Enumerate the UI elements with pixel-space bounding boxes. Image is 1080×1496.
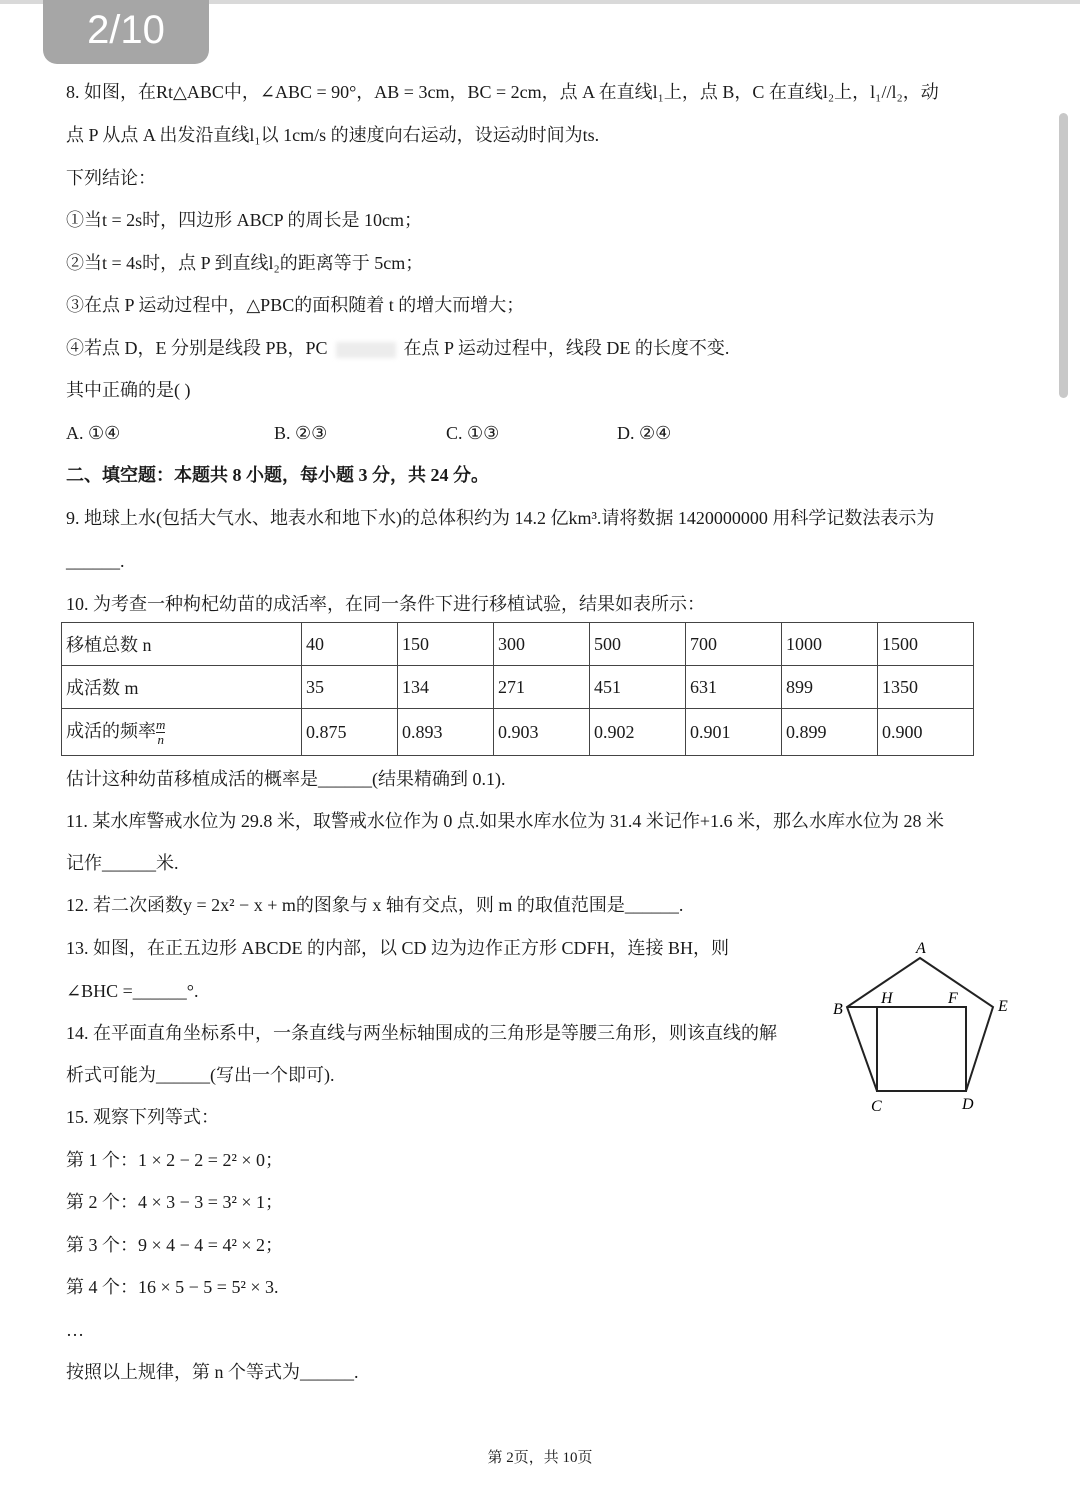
q8-statement-4: ④若点 D，E 分别是线段 PB，PC 在点 P 运动过程中，线段 DE 的长度不变. bbox=[66, 338, 730, 358]
table-cell: 631 bbox=[686, 666, 782, 709]
row-label-text: 成活数 m bbox=[66, 678, 139, 698]
survival-rate-table bbox=[61, 622, 974, 756]
table-cell: 0.901 bbox=[686, 709, 782, 756]
text-line-q12: 12. 若二次函数y = 2x² − x + m的图象与 x 轴有交点，则 m 的取值范围是______. bbox=[66, 895, 684, 915]
table-cell: 271 bbox=[494, 666, 590, 709]
fraction-numerator: m bbox=[156, 717, 166, 733]
text-line-sec2: 二、填空题：本题共 8 小题，每小题 3 分，共 24 分。 bbox=[66, 465, 489, 485]
table-row bbox=[62, 709, 974, 756]
text-line-q8e: ②当t = 4s时，点 P 到直线l₂的距离等于 5cm； bbox=[66, 253, 424, 273]
blurred-text bbox=[336, 342, 396, 358]
pentagon-square-figure bbox=[828, 935, 1028, 1120]
text-line-q15a: 15. 观察下列等式： bbox=[66, 1107, 219, 1127]
table-cell: 0.899 bbox=[782, 709, 878, 756]
label-f: F bbox=[948, 990, 958, 1007]
text-line-q15c: 第 2 个：4 × 3 − 3 = 3² × 1； bbox=[66, 1192, 284, 1212]
text-line-q11b: 记作______米. bbox=[66, 853, 179, 873]
row-label bbox=[62, 709, 302, 756]
table-cell: 35 bbox=[302, 666, 398, 709]
table-cell: 700 bbox=[686, 623, 782, 666]
text-line-q14b: 析式可能为______(写出一个即可). bbox=[66, 1065, 335, 1085]
option-d: D. ②④ bbox=[617, 423, 672, 443]
table-row bbox=[62, 623, 974, 666]
text-line-q8a: 8. 如图，在Rt△ABC中，∠ABC = 90°，AB = 3cm，BC = 2cm，点 A 在直线l₁上，点 B，C 在直线l₂上，l₁//l₂，动 bbox=[66, 82, 939, 102]
text-line-q15f: … bbox=[66, 1320, 84, 1340]
table-cell: 500 bbox=[590, 623, 686, 666]
text-line-q14a: 14. 在平面直角坐标系中，一条直线与两坐标轴围成的三角形是等腰三角形，则该直线的解 bbox=[66, 1023, 777, 1043]
label-c: C bbox=[871, 1098, 882, 1115]
row-label-text: 成活的频率 bbox=[66, 720, 156, 741]
row-label-text: 移植总数 n bbox=[66, 635, 152, 655]
text-line-q8h: 其中正确的是( ) bbox=[66, 380, 191, 400]
text-line-q11a: 11. 某水库警戒水位为 29.8 米，取警戒水位作为 0 点.如果水库水位为 31.4 米记作+1.6 米，那么水库水位为 28 米 bbox=[66, 811, 944, 831]
table-cell: 451 bbox=[590, 666, 686, 709]
table-cell: 150 bbox=[398, 623, 494, 666]
table-cell: 300 bbox=[494, 623, 590, 666]
option-a: A. ①④ bbox=[66, 423, 121, 443]
scrollbar-thumb[interactable] bbox=[1059, 113, 1068, 398]
text-line-q15d: 第 3 个：9 × 4 − 4 = 4² × 2； bbox=[66, 1235, 284, 1255]
page-indicator: 2/10 bbox=[43, 0, 209, 64]
table-row bbox=[62, 666, 974, 709]
text-line-q9a: 9. 地球上水(包括大气水、地表水和地下水)的总体积约为 14.2 亿km³.请将数据 1420000000 用科学记数法表示为 bbox=[66, 508, 935, 528]
table-cell: 0.903 bbox=[494, 709, 590, 756]
text-line-q8d: ①当t = 2s时，四边形 ABCP 的周长是 10cm； bbox=[66, 210, 422, 230]
text-line-q8f: ③在点 P 运动过程中，△PBC的面积随着 t 的增大而增大； bbox=[66, 295, 525, 315]
text-line-q8c: 下列结论： bbox=[66, 168, 156, 188]
table-cell: 1500 bbox=[878, 623, 974, 666]
table-cell: 899 bbox=[782, 666, 878, 709]
text-line-q13a: 13. 如图，在正五边形 ABCDE 的内部，以 CD 边为边作正方形 CDFH，连接 BH，则 bbox=[66, 938, 730, 958]
label-d: D bbox=[962, 1096, 974, 1113]
option-b: B. ②③ bbox=[274, 423, 328, 443]
table-cell: 1000 bbox=[782, 623, 878, 666]
row-label bbox=[62, 623, 302, 666]
text-line-q15g: 按照以上规律，第 n 个等式为______. bbox=[66, 1362, 359, 1382]
table-cell: 0.875 bbox=[302, 709, 398, 756]
text-line-q15b: 第 1 个：1 × 2 − 2 = 2² × 0； bbox=[66, 1150, 284, 1170]
table-cell: 0.893 bbox=[398, 709, 494, 756]
row-label bbox=[62, 666, 302, 709]
table-cell: 134 bbox=[398, 666, 494, 709]
text-line-q15e: 第 4 个：16 × 5 − 5 = 5² × 3. bbox=[66, 1277, 279, 1297]
table-cell: 1350 bbox=[878, 666, 974, 709]
text-line-q10b: 估计这种幼苗移植成活的概率是______(结果精确到 0.1). bbox=[66, 769, 506, 789]
text-line-q10a: 10. 为考查一种枸杞幼苗的成活率，在同一条件下进行移植试验，结果如表所示： bbox=[66, 594, 705, 614]
label-h: H bbox=[881, 990, 893, 1007]
page-footer: 第 2页，共 10页 bbox=[487, 1450, 593, 1466]
fraction-denominator: n bbox=[157, 732, 164, 748]
label-e: E bbox=[998, 998, 1008, 1015]
text-line-q13b: ∠BHC =______°. bbox=[66, 981, 199, 1001]
option-c: C. ①③ bbox=[446, 423, 500, 443]
text-line-q8b: 点 P 从点 A 出发沿直线l₁以 1cm/s 的速度向右运动，设运动时间为ts. bbox=[66, 125, 600, 145]
label-a: A bbox=[916, 940, 926, 957]
text-line-q9b: ______. bbox=[66, 551, 125, 571]
table-cell: 0.902 bbox=[590, 709, 686, 756]
label-b: B bbox=[833, 1001, 843, 1018]
fraction bbox=[156, 718, 165, 747]
table-cell: 40 bbox=[302, 623, 398, 666]
table-cell: 0.900 bbox=[878, 709, 974, 756]
